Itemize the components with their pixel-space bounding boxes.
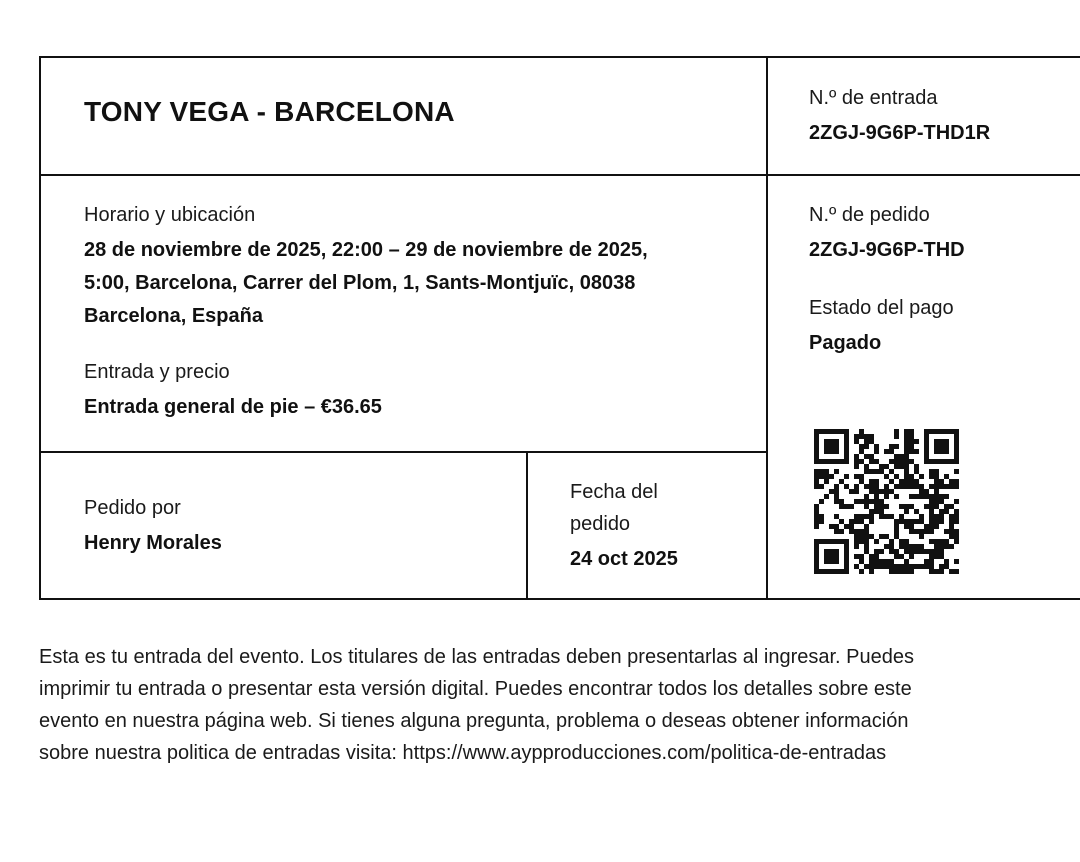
order-number-cell bbox=[809, 199, 1079, 360]
ticket-price-label: Entrada y precio bbox=[84, 361, 230, 383]
divider-horizontal-title bbox=[41, 174, 1080, 176]
ticket-card bbox=[39, 56, 1080, 600]
footer-line-1: Esta es tu entrada del evento. Los titulares de las entradas deben presentarlas al ingresar. Puedes bbox=[39, 646, 914, 668]
qr-code bbox=[811, 429, 962, 574]
divider-horizontal-bottom bbox=[41, 451, 766, 453]
schedule-line-1: 28 de noviembre de 2025, 22:00 – 29 de noviembre de 2025, bbox=[84, 239, 648, 261]
payment-status: Pagado bbox=[809, 332, 882, 354]
order-date-cell bbox=[570, 476, 760, 576]
order-date-label-line-1: Fecha del bbox=[570, 481, 658, 503]
divider-vertical-bottom bbox=[526, 451, 528, 598]
order-number: 2ZGJ-9G6P-THD bbox=[809, 239, 965, 261]
schedule-label: Horario y ubicación bbox=[84, 204, 256, 226]
payment-status-label: Estado del pago bbox=[809, 297, 954, 319]
footer-line-3: evento en nuestra página web. Si tienes alguna pregunta, problema o deseas obtener información bbox=[39, 710, 909, 732]
schedule-cell bbox=[84, 199, 754, 424]
footer-line-4: sobre nuestra politica de entradas visita: https://www.aypproducciones.com/politica-de-entradas bbox=[39, 742, 887, 764]
ticket-number-cell bbox=[809, 82, 1079, 150]
event-title-cell bbox=[84, 96, 724, 128]
divider-vertical-main bbox=[766, 58, 768, 598]
order-number-label: N.º de pedido bbox=[809, 204, 930, 226]
footer-line-2: imprimir tu entrada o presentar esta versión digital. Puedes encontrar todos los detalles sobre este bbox=[39, 678, 912, 700]
ordered-by-label: Pedido por bbox=[84, 497, 181, 519]
order-date-label-line-2: pedido bbox=[570, 513, 631, 535]
ordered-by: Henry Morales bbox=[84, 532, 222, 554]
ticket-number: 2ZGJ-9G6P-THD1R bbox=[809, 122, 991, 144]
schedule-line-2: 5:00, Barcelona, Carrer del Plom, 1, Sants-Montjuïc, 08038 bbox=[84, 272, 636, 294]
order-date: 24 oct 2025 bbox=[570, 548, 678, 570]
schedule-line-3: Barcelona, España bbox=[84, 305, 263, 327]
footer-notice bbox=[39, 641, 1039, 769]
event-title: TONY VEGA - BARCELONA bbox=[84, 96, 455, 127]
ordered-by-cell bbox=[84, 492, 504, 560]
ticket-number-label: N.º de entrada bbox=[809, 87, 938, 109]
ticket-price: Entrada general de pie – €36.65 bbox=[84, 396, 382, 418]
